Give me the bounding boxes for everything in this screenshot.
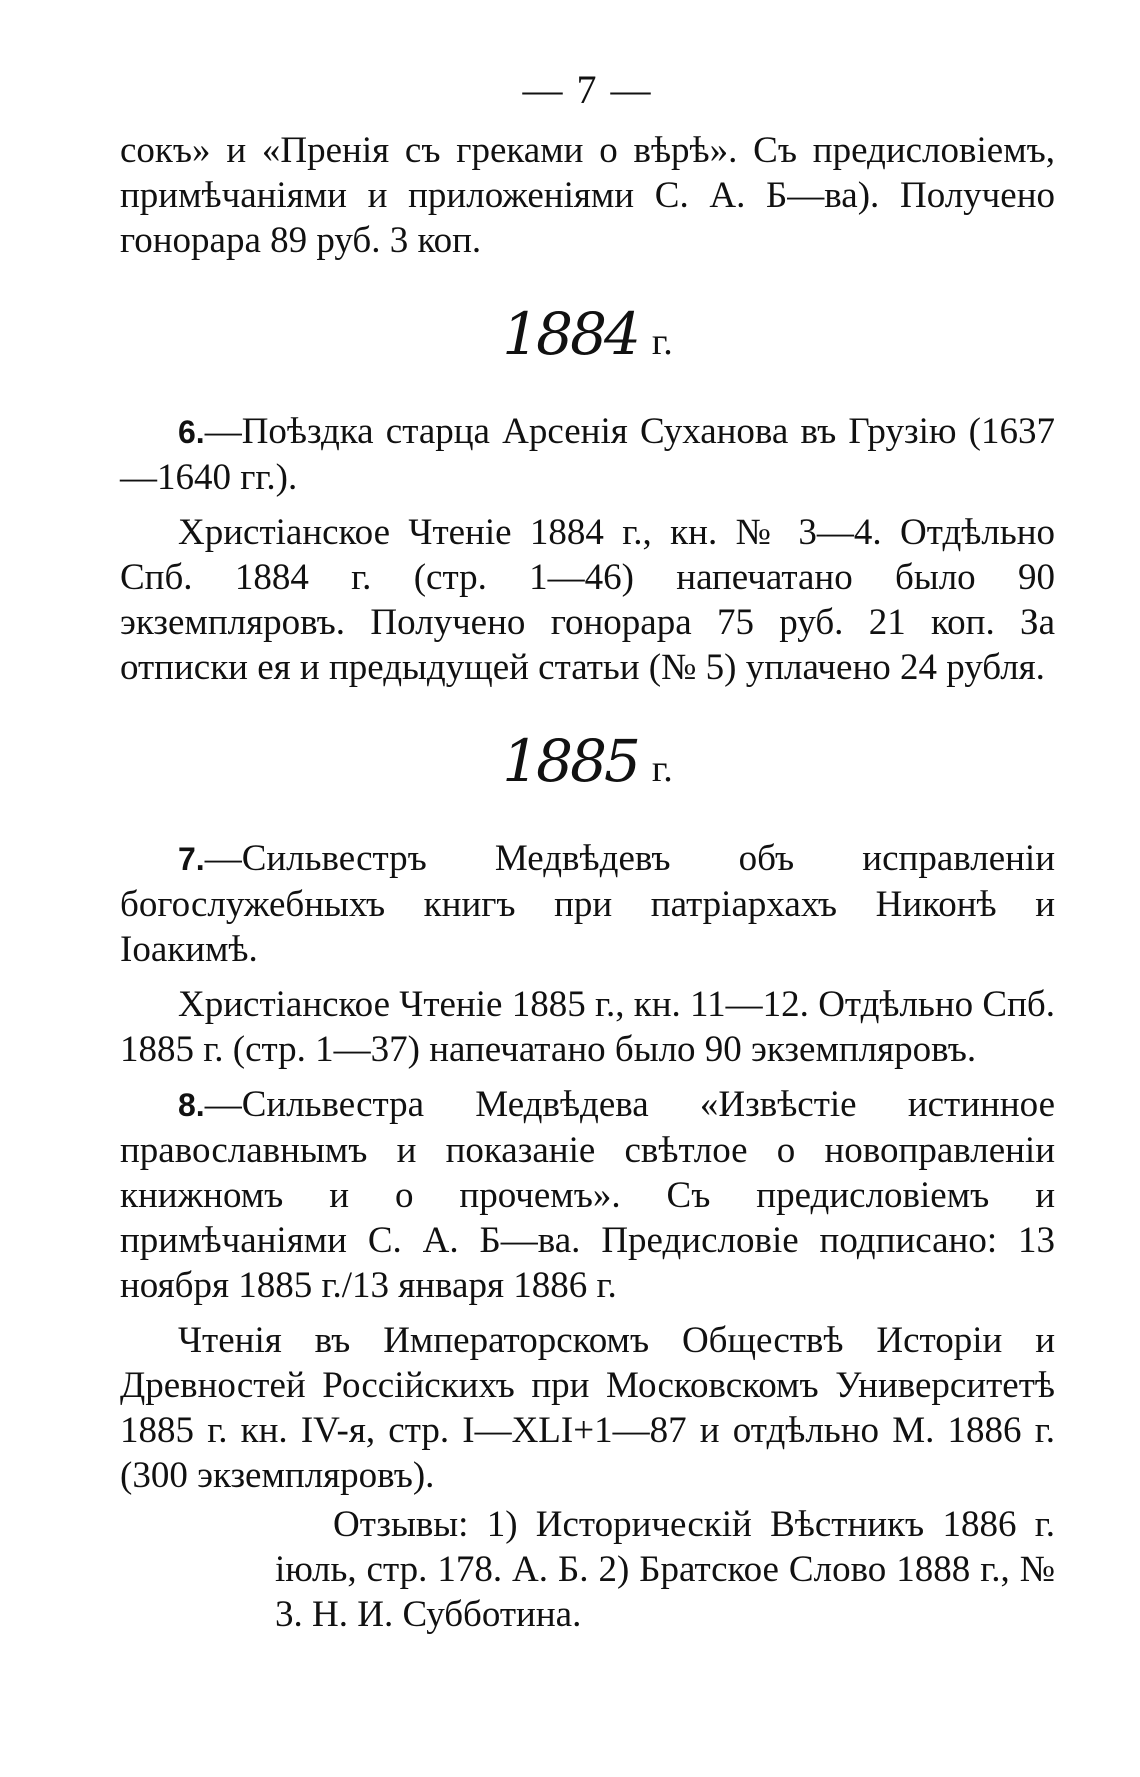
document-page <box>120 60 1055 1740</box>
entry-8-reviews: Отзывы: 1) Историческій Вѣстникъ 1886 г. іюль, стр. 178. А. Б. 2) Братское Слово 1888 г., № 3. Н. И. Субботина. <box>275 1504 1055 1635</box>
intro-paragraph: сокъ» и «Пренія съ греками о вѣрѣ». Съ предисловіемъ, примѣчаніями и приложеніями С. А. Б—ва). Получено гонорара 89 руб. 3 коп. <box>120 130 1055 261</box>
entry-number: 8. <box>178 1087 205 1123</box>
entry-number: 6. <box>178 414 205 450</box>
year-heading-1885 <box>120 716 1055 806</box>
year-suffix: г. <box>651 748 673 790</box>
entry-7-details: Христіанское Чтеніе 1885 г., кн. 11—12. Отдѣльно Спб. 1885 г. (стр. 1—37) напечатано было 90 экземпляровъ. <box>120 984 1055 1070</box>
entry-7-title <box>120 836 1055 972</box>
year-heading-1884 <box>120 289 1055 379</box>
page-number: — 7 — <box>522 67 653 112</box>
entry-title-text: —Сильвестра Медвѣдева «Извѣстіе истинное православнымъ и показаніе свѣтлое о новоправленіи книжномъ и о прочемъ». Съ предисловіемъ и примѣчаніями С. А. Б—ва. Предисловіе подписано: 13 ноября 1885 г./13 января 1886 г. <box>120 1084 1055 1306</box>
year-suffix: г. <box>651 321 673 363</box>
entry-6-details: Христіанское Чтеніе 1884 г., кн. № 3—4. Отдѣльно Спб. 1884 г. (стр. 1—46) напечатано было 90 экземпляровъ. Получено гонорара 75 руб. 21 коп. За отписки ея и предыдущей статьи (№ 5) уплачено 24 рубля. <box>120 512 1055 688</box>
entry-title-text: —Сильвестръ Медвѣдевъ объ исправленіи богослужебныхъ книгъ при патріархахъ Никонѣ и Іоакимѣ. <box>120 838 1055 970</box>
entry-title-text: —Поѣздка старца Арсенія Суханова въ Грузію (1637—1640 гг.). <box>120 411 1055 498</box>
year-digits: 1884 <box>502 300 638 368</box>
entry-number: 7. <box>178 841 205 877</box>
entry-8-title <box>120 1082 1055 1308</box>
entry-8-details: Чтенія въ Императорскомъ Обществѣ Исторіи и Древностей Россійскихъ при Московскомъ Университетѣ 1885 г. кн. IV-я, стр. I—XLI+1—87 и отдѣльно М. 1886 г. (300 экземпляровъ). <box>120 1320 1055 1496</box>
entry-6-title <box>120 409 1055 500</box>
year-digits: 1885 <box>502 727 638 795</box>
